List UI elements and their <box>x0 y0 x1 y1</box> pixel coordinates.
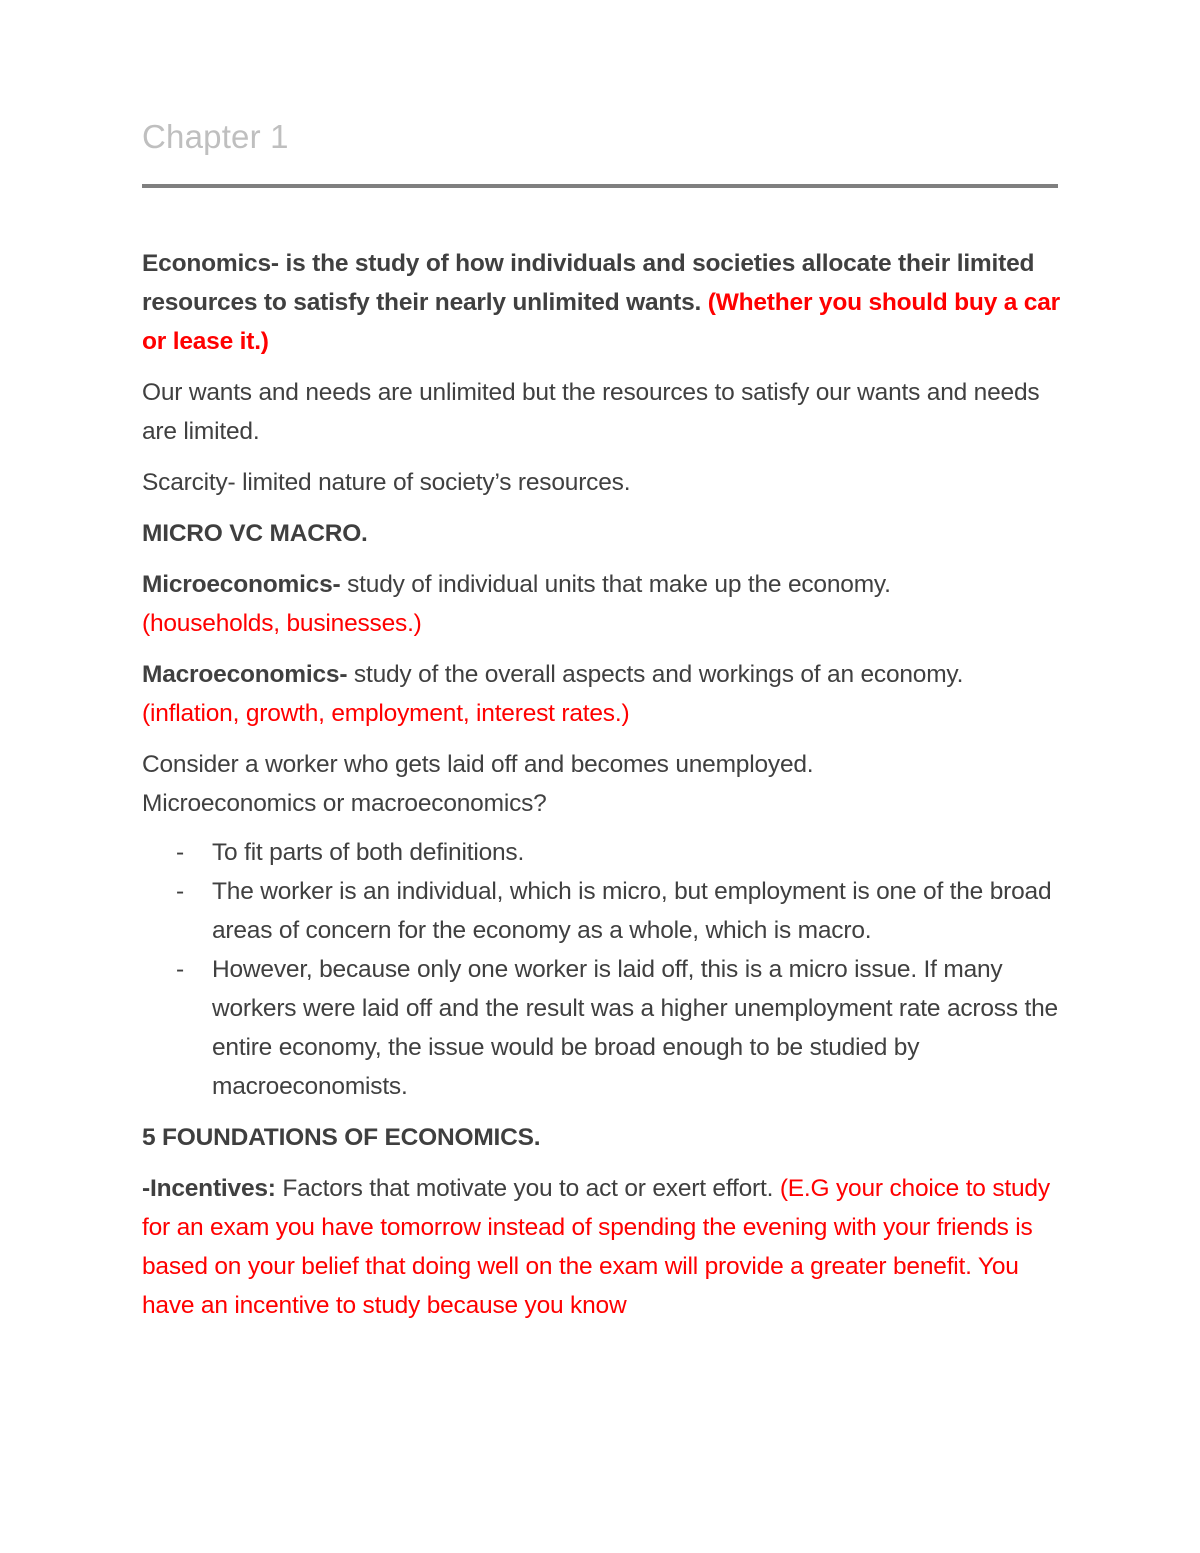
microeconomics-example: (households, businesses.) <box>142 610 422 637</box>
consider-line-1: Consider a worker who gets laid off and becomes unemployed. <box>142 751 814 778</box>
microeconomics-definition-text: study of individual units that make up the economy. <box>340 571 891 598</box>
macroeconomics-definition-text: study of the overall aspects and workings of an economy. <box>347 661 964 688</box>
scarcity-paragraph: Scarcity- limited nature of society’s resources. <box>142 469 631 496</box>
micro-vs-macro-heading: MICRO VC MACRO. <box>142 520 368 547</box>
document-page <box>142 0 1060 1553</box>
wants-needs-paragraph: Our wants and needs are unlimited but the resources to satisfy our wants and needs are limited. <box>142 379 1040 445</box>
economics-definition <box>142 244 1060 361</box>
macroeconomics-term: Macroeconomics- <box>142 661 348 688</box>
list-dash: - <box>176 878 184 905</box>
economics-definition-text: is the study of how individuals and societies allocate their limited resources to satisfy their nearly unlimited wants. <box>142 250 1035 316</box>
answer-list <box>142 833 1060 1106</box>
foundations-heading: 5 FOUNDATIONS OF ECONOMICS. <box>142 1124 541 1151</box>
document-body <box>142 244 1060 1337</box>
microeconomics-term: Microeconomics- <box>142 571 341 598</box>
list-dash: - <box>176 839 184 866</box>
list-item <box>142 833 1060 872</box>
economics-term: Economics- <box>142 250 279 277</box>
list-item-text: However, because only one worker is laid off, this is a micro issue. If many workers were laid off and the result was a higher unemployment rate across the entire economy, the issue would be broad enough to be studied by macroeconomists. <box>212 956 1058 1100</box>
incentives-paragraph <box>142 1169 1060 1325</box>
list-item-text: To fit parts of both definitions. <box>212 839 525 866</box>
incentives-text: Factors that motivate you to act or exert effort. <box>275 1175 780 1202</box>
list-dash: - <box>176 956 184 983</box>
macroeconomics-example: (inflation, growth, employment, interest rates.) <box>142 700 630 727</box>
title-divider <box>142 184 1058 188</box>
list-item <box>142 950 1060 1106</box>
consider-paragraph <box>142 745 1060 823</box>
consider-line-2: Microeconomics or macroeconomics? <box>142 790 547 817</box>
incentives-example: (E.G your choice to study for an exam you have tomorrow instead of spending the evening with your friends is based on your belief that doing well on the exam will provide a greater benefit. You have an incentive to study because you know <box>142 1175 1050 1319</box>
chapter-title: Chapter 1 <box>142 118 289 155</box>
macroeconomics-definition <box>142 655 1060 733</box>
economics-example: (Whether you should buy a car or lease it.) <box>142 289 1060 355</box>
list-item <box>142 872 1060 950</box>
microeconomics-definition <box>142 565 1060 643</box>
list-item-text: The worker is an individual, which is micro, but employment is one of the broad areas of concern for the economy as a whole, which is macro. <box>212 878 1052 944</box>
incentives-term: -Incentives: <box>142 1175 276 1202</box>
